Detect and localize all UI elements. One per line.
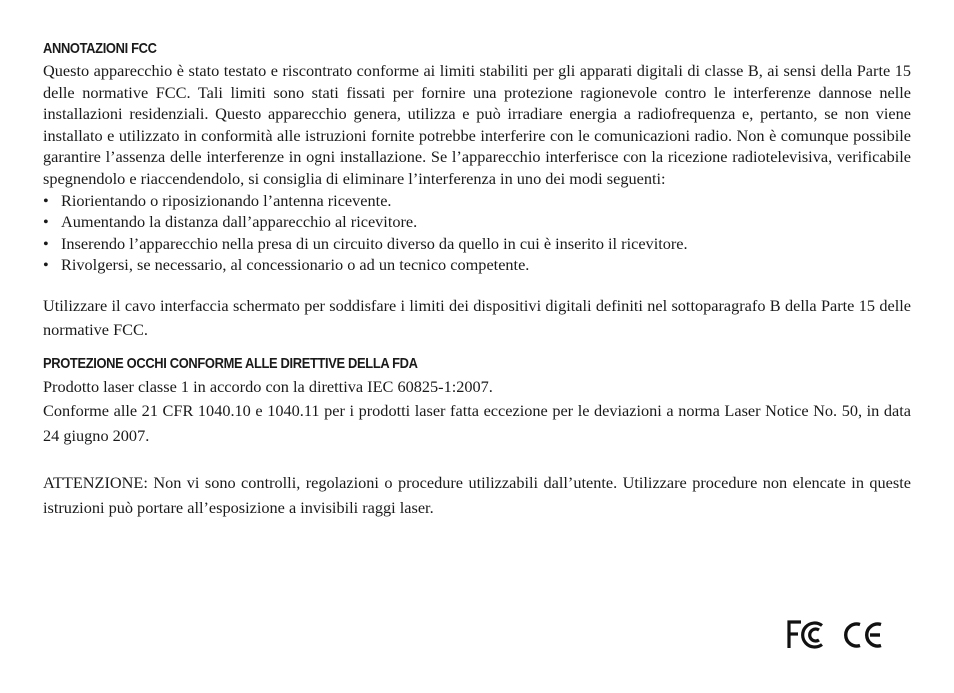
fcc-bullet-list (43, 190, 911, 276)
bullet-icon: • (43, 190, 49, 210)
bullet-text: Aumentando la distanza dall’apparecchio al ricevitore. (61, 212, 418, 232)
fda-cfr-compliance: Conforme alle 21 CFR 1040.10 e 1040.11 per i prodotti laser fatta eccezione per le deviazioni a norma Laser Notice No. 50, in data 24 giugno 2007. (43, 401, 911, 445)
fcc-logo-icon (789, 622, 822, 648)
certification-logos (786, 617, 886, 653)
bullet-text: Inserendo l’apparecchio nella presa di un circuito diverso da quello in cui è inserito il ricevitore. (61, 233, 688, 253)
fcc-heading: ANNOTAZIONI FCC (43, 40, 157, 57)
list-item (43, 254, 911, 276)
list-item (43, 233, 911, 255)
fcc-cable-note: Utilizzare il cavo interfaccia schermato per soddisfare i limiti dei dispositivi digitali definiti nel sottoparagrafo B della Parte 15 delle normative FCC. (43, 295, 911, 340)
fda-warning: ATTENZIONE: Non vi sono controlli, regolazioni o procedure utilizzabili dall’utente. Utilizzare procedure non elencate in queste istruzioni può portare all’esposizione a invisibili raggi laser. (43, 473, 911, 517)
list-item (43, 190, 911, 212)
list-item (43, 211, 911, 233)
bullet-icon: • (43, 255, 49, 275)
document-page (43, 38, 911, 520)
fcc-intro-paragraph: Questo apparecchio è stato testato e riscontrato conforme ai limiti stabiliti per gli apparati digitali di classe B, ai sensi della Parte 15 delle normative FCC. Tali limiti sono stati fissati per fornire una protezione ragionevole contro le interferenze dannose nelle installazioni residenziali. Questo apparecchio genera, utilizza e può irradiare energia a radiofrequenza e, pertanto, se non viene installato e utilizzato in conformità alle istruzioni fornite potrebbe interferire con le comunicazioni radio. Non è comunque possibile garantire l’assenza delle interferenze in ogni installazione. Se l’apparecchio interferisce con la ricezione radiotelevisiva, verificabile spegnendolo e riaccendendolo, si consiglia di eliminare l’interferenza in uno dei modi seguenti: (43, 61, 911, 188)
ce-mark-icon (846, 624, 881, 646)
bullet-icon: • (43, 212, 49, 232)
bullet-text: Rivolgersi, se necessario, al concessionario o ad un tecnico competente. (61, 255, 530, 275)
bullet-text: Riorientando o riposizionando l’antenna ricevente. (61, 190, 392, 210)
fda-laser-class: Prodotto laser classe 1 in accordo con la direttiva IEC 60825-1:2007. (43, 376, 493, 396)
bullet-icon: • (43, 233, 49, 253)
fda-heading: PROTEZIONE OCCHI CONFORME ALLE DIRETTIVE DELLA FDA (43, 354, 418, 372)
